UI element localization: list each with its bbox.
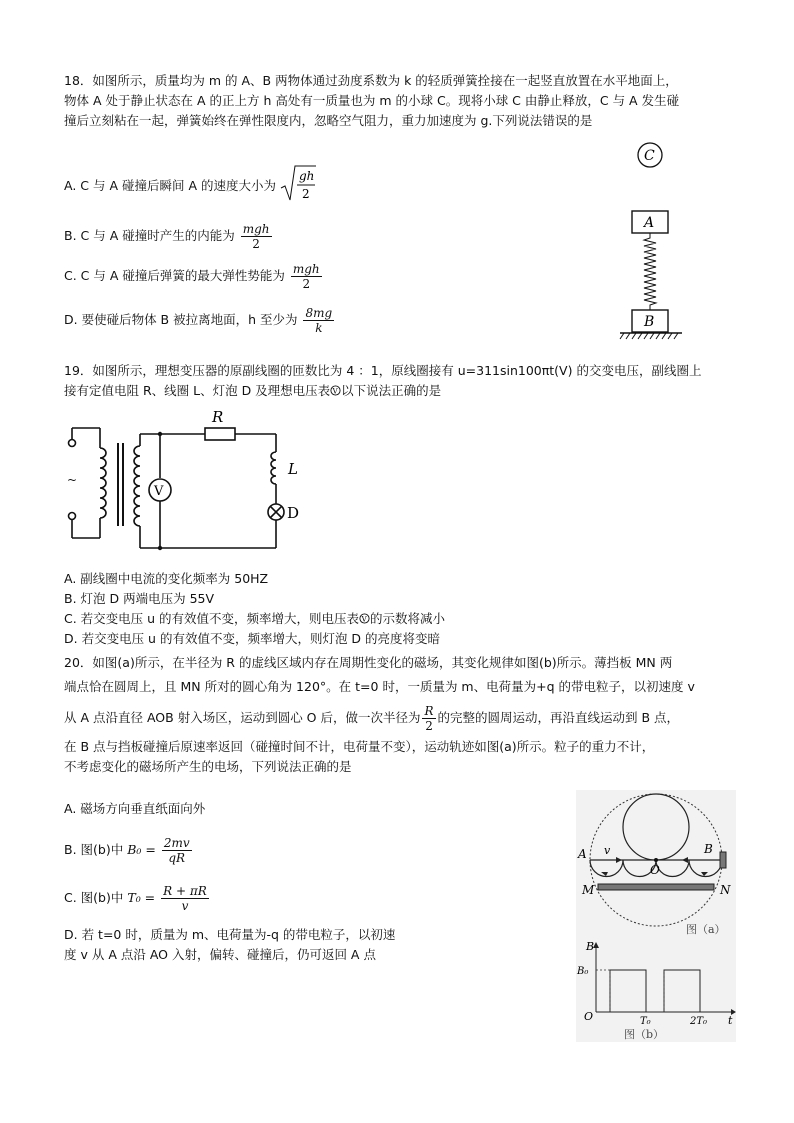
q18-d-den: k: [315, 321, 323, 335]
q18-option-c: [64, 262, 324, 291]
q18-c-num: mgh: [292, 262, 320, 276]
primary-coil-icon: [100, 448, 106, 518]
q19-option-a: A. 副线圈中电流的变化频率为 50HZ: [64, 571, 269, 586]
q19-stem-line2-text: 接有定值电阻 R、线圈 L、灯泡 D 及理想电压表: [64, 383, 331, 398]
q20-stem-line3a: 从 A 点沿直径 AOB 射入场区，运动到圆心 O 后，做一次半径为: [64, 710, 421, 725]
q20-option-a: A. 磁场方向垂直纸面向外: [64, 801, 206, 816]
voltmeter-icon: [359, 613, 370, 624]
q20-radius-fraction: [422, 704, 435, 733]
q18-option-b: [64, 222, 274, 251]
label-v: v: [604, 844, 611, 857]
q18-option-a: [64, 164, 316, 209]
label-m: M: [582, 883, 595, 897]
q18-option-b-text: B. C 与 A 碰撞时产生的内能为: [64, 228, 235, 243]
q20-option-d-line2: 度 v 从 A 点沿 AO 入射，偏转、碰撞后，仍可返回 A 点: [64, 947, 376, 962]
q20-b-den: qR: [168, 851, 186, 865]
figure-b-background: [576, 940, 736, 1042]
q20-option-d-line1: D. 若 t=0 时，质量为 m、电荷量为-q 的带电粒子，以初速: [64, 927, 396, 942]
q20-option-b: [64, 836, 194, 865]
ground-hatch: [620, 333, 678, 339]
q19-option-c-text: C. 若交变电压 u 的有效值不变，频率增大，则电压表: [64, 611, 360, 626]
resistor-label: R: [212, 408, 224, 426]
q20-radius-den: 2: [425, 719, 433, 733]
voltmeter-icon-label: V: [361, 615, 367, 624]
origin-label: O: [584, 1010, 594, 1023]
q20-stem-line1: 20．如图(a)所示，在半径为 R 的虚线区域内存在周期性变化的磁场，其变化规律如图(b)所示。薄挡板 MN 两: [64, 655, 673, 670]
primary-terminal-bottom: [69, 513, 76, 520]
block-b-label: B: [644, 314, 655, 330]
q18-a-den: 2: [301, 187, 310, 201]
q20-stem-line3b: 的完整的圆周运动，再沿直线运动到 B 点，: [437, 710, 680, 725]
q19-stem-line1: 19．如图所示，理想变压器的原副线圈的匝数比为 4 ：1，原线圈接有 u=311sin100πt(V) 的交变电压，副线圈上: [64, 363, 702, 378]
voltmeter-icon: [330, 385, 341, 396]
secondary-coil-icon: [134, 446, 140, 526]
center-o-dot: [654, 858, 658, 862]
ac-source-symbol: ~: [67, 473, 78, 487]
q20-figure-b: [576, 940, 736, 1042]
q20-c-den: v: [181, 899, 189, 913]
q20-b-num: 2mv: [163, 836, 190, 850]
q19-option-d: D. 若交变电压 u 的有效值不变，频率增大，则灯泡 D 的亮度将变暗: [64, 631, 441, 646]
ball-c-label: C: [644, 148, 655, 164]
inductor-label: L: [288, 460, 298, 478]
q20-b-lhs: B₀ =: [127, 842, 156, 857]
spring-icon: [644, 233, 656, 310]
label-n: N: [720, 883, 731, 897]
sqrt-expression: [280, 164, 316, 209]
tick-label-t0: T₀: [640, 1016, 651, 1027]
junction-dot-top: [158, 432, 162, 436]
q20-radius-num: R: [424, 704, 434, 718]
q18-d-fraction: [303, 306, 334, 335]
voltmeter-label: V: [154, 484, 164, 499]
q20-c-num: R + πR: [163, 884, 207, 898]
q18-b-num: mgh: [242, 222, 270, 236]
axis-label-t: t: [728, 1014, 733, 1027]
q18-c-fraction: [291, 262, 322, 291]
tick-label-2t0: 2T₀: [690, 1016, 708, 1027]
q19-stem-line2-tail: 以下说法正确的是: [341, 383, 442, 398]
q18-b-den: 2: [252, 237, 260, 251]
q20-b-fraction: [162, 836, 192, 865]
q18-stem-line2: 物体 A 处于静止状态在 A 的正上方 h 高处有一质量也为 m 的小球 C。现将小球 C 由静止释放，C 与 A 发生碰: [64, 93, 680, 108]
q18-c-den: 2: [302, 277, 311, 291]
q18-option-d: [64, 306, 336, 335]
q18-option-c-text: C. C 与 A 碰撞后弹簧的最大弹性势能为: [64, 268, 285, 283]
label-b: B: [704, 842, 713, 856]
q18-option-d-text: D. 要使碰后物体 B 被拉离地面，h 至少为: [64, 312, 298, 327]
q20-c-lhs: T₀ =: [127, 890, 156, 905]
q20-stem-line3: [64, 702, 679, 734]
q18-d-num: 8mg: [305, 306, 333, 320]
figure-b-caption: 图（b）: [624, 1028, 665, 1041]
q18-stem-line3: 撞后立刻粘在一起，弹簧始终在弹性限度内，忽略空气阻力，重力加速度为 g.下列说法错误的是: [64, 113, 593, 128]
axis-label-b: B: [586, 940, 595, 953]
q20-c-fraction: [161, 884, 209, 913]
sqrt-symbol: [280, 164, 316, 204]
q19-stem-line2: [64, 382, 441, 400]
q20-stem-line5: 不考虑变化的磁场所产生的电场，下列说法正确的是: [64, 759, 352, 774]
q20-stem-line2: 端点恰在圆周上，且 MN 所对的圆心角为 120°。在 t=0 时，一质量为 m、电荷量为+q 的带电粒子，以初速度 v: [64, 679, 695, 694]
junction-dot-bottom: [158, 546, 162, 550]
q20-option-c: [64, 884, 211, 913]
q20-option-c-text: C. 图(b)中: [64, 890, 124, 905]
inductor-l-icon: [271, 452, 276, 484]
q20-option-b-text: B. 图(b)中: [64, 842, 124, 857]
q18-stem-line1: 18．如图所示，质量均为 m 的 A、B 两物体通过劲度系数为 k 的轻质弹簧拴接在一起竖直放置在水平地面上，: [64, 73, 678, 88]
baffle-mn: [598, 884, 714, 890]
label-o: O: [650, 863, 660, 877]
label-a: A: [578, 847, 587, 861]
lamp-label: D: [287, 504, 300, 522]
block-a-label: A: [644, 215, 655, 231]
primary-terminal-top: [69, 440, 76, 447]
tick-label-b0: B₀: [577, 966, 589, 977]
baffle-b: [720, 852, 726, 868]
voltmeter-icon-label: V: [332, 387, 338, 396]
q20-figure-a: [576, 790, 736, 940]
q18-a-num: gh: [298, 169, 315, 183]
figure-a-caption: 图（a）: [686, 923, 726, 936]
q18-b-fraction: [241, 222, 272, 251]
q19-option-c-tail: 的示数将减小: [370, 611, 446, 626]
q20-stem-line4: 在 B 点与挡板碰撞后原速率返回（碰撞时间不计，电荷量不变），运动轨迹如图(a)所示。粒子的重力不计，: [64, 739, 655, 754]
resistor-r-icon: [205, 428, 235, 440]
q19-circuit-figure: [60, 408, 300, 558]
q18-option-a-text: A. C 与 A 碰撞后瞬间 A 的速度大小为: [64, 178, 276, 193]
q18-spring-figure: [610, 138, 700, 343]
q19-option-c: [64, 610, 445, 628]
q19-option-b: B. 灯泡 D 两端电压为 55V: [64, 591, 215, 606]
